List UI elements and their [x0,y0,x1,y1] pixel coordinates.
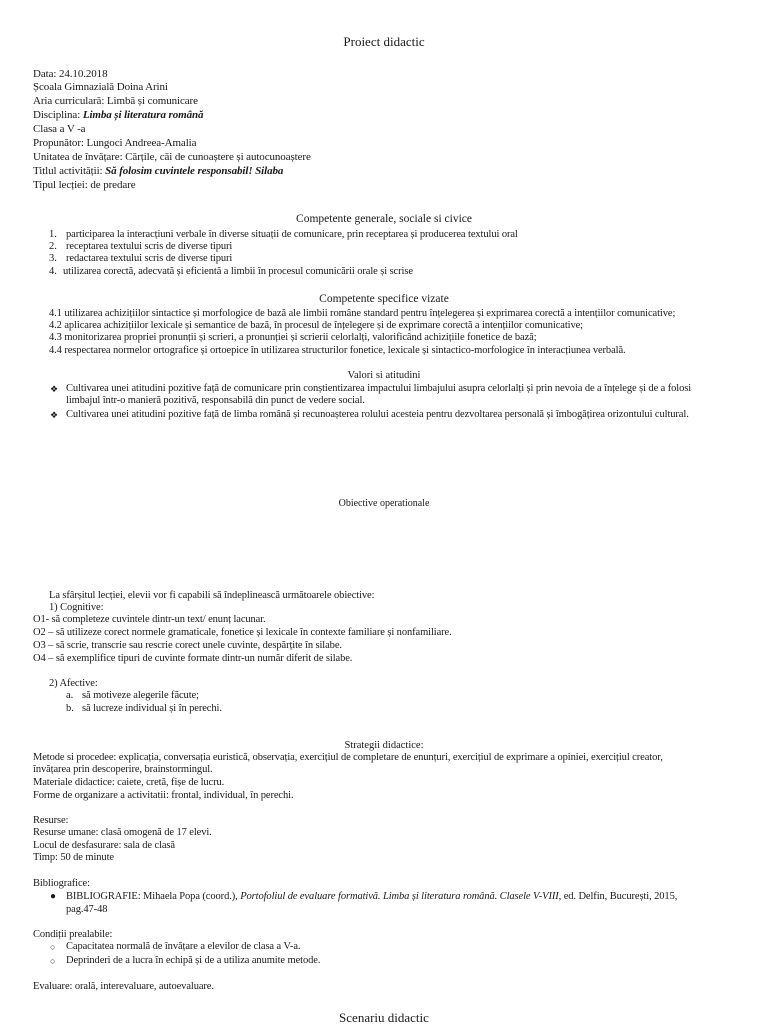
strategies-heading: Strategii didactice: [344,740,424,751]
diamond-bullet-icon: ❖ [50,384,59,394]
objective-item: O2 – să utilizeze corect normele gramaticale, fonetice și lexicale în contexte familiare și nonfamiliare. [33,627,452,638]
resources-time: Timp: 50 de minute [33,852,114,863]
value-item-line: Cultivarea unei atitudini pozitive față de comunicare prin conștientizarea impactului limbajului asupra celorlalți și prin nevoia de a înțelege și de a folosi [66,383,692,394]
value-item-line: Cultivarea unei atitudini pozitive față de limba română și recunoașterea rolului acesteia pentru dezvoltarea personală și îmbogățirea orizontului cultural. [66,409,689,420]
activity-value: Să folosim cuvintele responsabil! Silaba [105,165,284,177]
resources-place: Locul de desfasurare: sala de clasă [33,840,175,851]
activity-title [33,165,283,177]
competence-item: 4.1 utilizarea achizițiilor sintactice și morfologice de bază ale limbii române standard pentru înțelegerea și exprimarea corectă a intențiilor comunicative; [49,308,676,319]
objective-item: O4 – să exemplifice tipuri de cuvinte formate dintr-un număr diferit de silabe. [33,653,353,664]
prerequisite-item: Deprinderi de a lucra în echipă și de a utiliza anumite metode. [66,955,321,966]
discipline-label: Disciplina: [33,109,83,121]
list-item: participarea la interacțiuni verbale în diverse situații de comunicare, prin receptarea și producerea textului oral [66,229,518,240]
list-number: 4. [49,266,57,277]
discipline-value: Limba și literatura română [82,109,204,121]
discipline [33,109,203,121]
competence-item: 4.3 monitorizarea propriei pronunții și scrieri, a pronunției și scrierii celorlalți, valorificând achizițiile fonetice de bază; [49,332,537,343]
objectives-intro: La sfârșitul lecției, elevii vor fi capabili să îndeplinească următoarele obiective: [49,590,375,601]
document-title: Proiect didactic [343,34,425,49]
objective-item: O1- să completeze cuvintele dintr-un text/ enunț lacunar. [33,614,266,625]
bibliography-entry [66,891,677,903]
resources-human: Resurse umane: clasă omogenă de 17 elevi. [33,827,212,838]
teacher-name: Propunător: Lungoci Andreea-Amalia [33,137,197,149]
list-number: 3. [49,253,57,264]
materials-line: Materiale didactice: caiete, cretă, fișe de lucru. [33,777,225,788]
lesson-type: Tipul lecției: de predare [33,179,136,191]
bibliography-pages: pag.47-48 [66,904,108,915]
bibliography-book: Portofoliul de evaluare formativă. Limba și literatura română. Clasele V-VIII [240,891,559,902]
resources-label: Resurse: [33,815,69,826]
affective-label: 2) Afective: [49,678,98,689]
learning-unit: Unitatea de învățare: Cărțile, căi de cunoaștere și autocunoaștere [33,151,311,163]
bibliography-suffix: , ed. Delfin, București, 2015, [558,891,678,902]
prerequisites-label: Condiții prealabile: [33,929,113,940]
objective-item: O3 – să scrie, transcrie sau rescrie corect unele cuvinte, despărțite în silabe. [33,640,342,651]
forms-line: Forme de organizare a activitatii: frontal, individual, în perechi. [33,790,294,801]
list-letter: a. [66,690,74,701]
methods-line: Metode si procedee: explicația, conversația euristică, observația, exercițiul de completare de enunțuri, exercițiul de exprimare a opiniei, exercițiul creator, [33,752,663,763]
value-item-line: limbajul într-o manieră pozitivă, responsabilă din punct de vedere social. [66,395,365,406]
general-competences-heading: Competente generale, sociale si civice [296,213,472,225]
competence-item: 4.4 respectarea normelor ortografice și ortoepice în utilizarea structurilor fonetice, lexicale și sintactico-morfologice în interacțiunea verbală. [49,345,626,356]
methods-line: învățarea prin descoperire, brainstormingul. [33,764,213,775]
affective-item: să lucreze individual și în perechi. [82,703,222,714]
bullet-dot-icon: ● [50,891,57,902]
activity-label: Titlul activității: [33,165,106,177]
class-name: Clasa a V -a [33,123,86,135]
school-name: Școala Gimnazială Doina Arini [33,81,168,93]
values-heading: Valori si atitudini [347,370,421,381]
list-item: redactarea textului scris de diverse tipuri [66,253,233,264]
list-item: utilizarea corectă, adecvată și eficientă a limbii în procesul comunicării orale și scrise [63,266,413,277]
diamond-bullet-icon: ❖ [50,410,59,420]
curricular-area: Aria curriculară: Limbă și comunicare [33,95,198,107]
list-number: 2. [49,241,57,252]
cognitive-label: 1) Cognitive: [49,602,104,613]
lesson-date: Data: 24.10.2018 [33,68,108,80]
specific-competences-heading: Competente specifice vizate [319,293,449,305]
bibliography-label: Bibliografice: [33,878,90,889]
list-letter: b. [66,703,74,714]
affective-item: să motiveze alegerile făcute; [82,690,199,701]
bibliography-prefix: BIBLIOGRAFIE: Mihaela Popa (coord.), [66,891,241,902]
list-item: receptarea textului scris de diverse tipuri [66,241,233,252]
prerequisite-item: Capacitatea normală de învățare a elevilor de clasa a V-a. [66,941,301,952]
competence-item: 4.2 aplicarea achizițiilor lexicale și semantice de bază, în procesul de înțelegere și de exprimare corectă a intențiilor comunicative; [49,320,583,331]
list-number: 1. [49,229,57,240]
circle-bullet-icon: ○ [50,956,56,966]
circle-bullet-icon: ○ [50,942,56,952]
objectives-heading: Obiective operationale [338,498,430,509]
evaluation-line: Evaluare: orală, interevaluare, autoevaluare. [33,981,214,992]
scenario-title: Scenariu didactic [339,1010,429,1025]
